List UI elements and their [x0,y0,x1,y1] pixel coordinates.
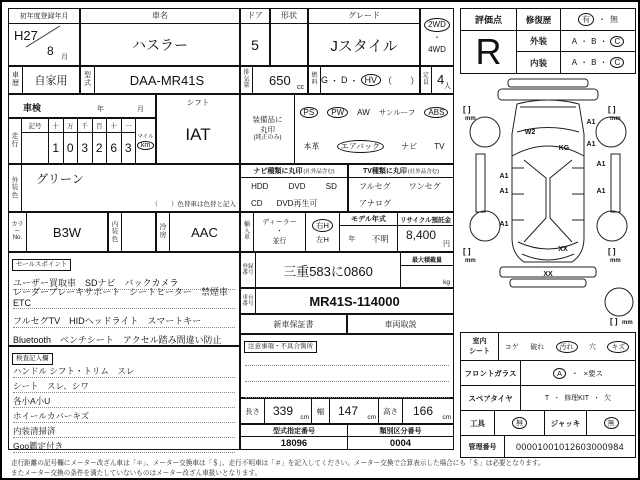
spare-missing: 欠 [604,395,612,402]
tread-bracket: [ ] [463,105,471,114]
repair-history-value [561,9,635,31]
type-number-row [240,424,454,450]
sales-point-line: Bluetooth ベンチシート アクセル踏み間違い防止 [13,328,235,347]
color-no-label-1: カラー [11,221,24,235]
wheel-rear-right [597,211,627,241]
usage-history-label: 車歴 [9,67,23,93]
type-designation-value: 18096 [280,437,308,449]
fuel-label: 燃料 [309,67,321,93]
mm-unit: mm [465,116,476,122]
seat-row [461,333,635,361]
height-label: 高さ [379,399,403,423]
mileage-cell [8,118,156,164]
import-cell [240,212,454,252]
tv-type-header-sub: (社外品含む) [407,169,440,175]
tread-bracket: [ ] [463,247,471,256]
width-unit: cm [367,414,376,421]
repair-no: 無 [610,15,618,24]
dimensions-row [240,398,454,424]
fuel-gasoline: G [321,75,329,85]
first-registration-value [9,24,79,66]
inspection-note-box [8,346,240,450]
digit-header: 十 [49,119,63,133]
navi-sd: SD [325,182,337,191]
digit-header: 十 [107,119,121,133]
seat-hole: 穴 [588,343,596,351]
drive-type-cell [420,8,454,66]
body-color-label: 外装色 [9,165,22,211]
car-name-label: 車名 [81,9,239,24]
mark-a1: A1 [586,141,596,148]
equip-leather: 本革 [303,141,320,151]
fuel-dot1: ・ [330,75,340,86]
shaken-label: 車検 [23,103,42,113]
repair-dot: ・ [598,15,606,24]
management-number-row [461,436,635,457]
width-label: 幅 [312,399,330,423]
int-a: A [571,58,578,67]
capacity-label: 定員 [421,67,432,93]
class-number-label: 類別区分番号 [348,425,453,437]
new-car-warranty-cell: 新車保証書 [240,314,347,334]
windshield-a: A [553,368,566,379]
exterior-grade-label: 外装 [517,31,561,52]
tv-type-header: TV種類に丸印 [362,168,407,175]
navi-type-cell [240,164,348,212]
windshield-dot: ・ [571,368,579,378]
ext-dot2: ・ [599,36,608,46]
import-label: 輸入車 [241,213,254,251]
door-value: 5 [251,37,259,53]
seat-label-2: シート [469,347,490,355]
model-code-label: 型式 [81,67,95,93]
side-sill-left [476,154,485,212]
import-parallel: 並行 [272,237,287,245]
floor-line-right [550,160,572,242]
door-lines [512,168,584,220]
int-dot2: ・ [599,58,608,67]
grade-label: グレード [309,9,419,24]
rating-score-label: 評価点 [461,9,517,31]
tv-analog: アナログ [359,198,391,208]
interior-color-cell [108,212,156,252]
mileage-digit: 6 [110,141,118,155]
aircon-label: 冷房 [157,213,170,251]
footer-note-line-2: またメーター交換の条件を満たしていないものはメーター改ざん車扱いとなります。 [11,469,262,477]
recycle-value: 8,400 [406,228,437,242]
shaken-cell [8,94,156,118]
sales-point-box [8,252,240,346]
equip-sunroof: サンルーフ [378,107,416,117]
fuel-cell [308,66,420,94]
mileage-symbol-header: 記号 [22,119,48,133]
wheel-rear-left [470,211,500,241]
fuel-hybrid: HV [361,74,382,86]
equip-pw: PW [327,107,348,118]
sales-point-line: フルセグTV HIDヘッドライト スマートキー [13,309,235,328]
equip-abs: ABS [424,107,448,118]
ext-a: A [571,36,578,46]
caution-box [240,334,454,398]
seat-tear: 破れ [530,343,545,351]
interior-color-value [122,213,155,251]
tools-value: 無 [512,417,527,429]
navi-type-header-sub: (社外品含む) [303,169,335,175]
repair-history-label: 修復歴 [517,9,561,31]
shift-label: シフト [186,97,210,107]
model-year-unit: 年 [348,235,356,243]
shape-label: 形状 [271,9,307,24]
equip-ps: PS [300,107,319,118]
displacement-unit: cc [297,84,304,91]
mark-windshield-kg: KG [558,145,570,152]
width-value: 147 [338,404,359,418]
model-code-cell [80,66,240,94]
interior-grade-label: 内装 [517,52,561,73]
first-registration-cell [8,8,80,66]
seat-label-1: 室内 [472,338,487,346]
grade-cell [308,8,420,66]
digit-header: 万 [64,119,78,133]
model-year-label: モデル年式 [340,213,397,226]
chassis-number-label: 車台番号 [241,289,256,313]
capacity-unit: 人 [444,83,451,90]
height-unit: cm [442,414,451,421]
displacement-label: 排気量 [241,67,253,93]
jack-value: 無 [604,417,619,429]
condition-table [460,332,636,458]
interior-grade-value [561,52,635,73]
navi-type-header: ナビ種類に丸印 [253,168,303,175]
equipment-label-2: 丸印 [260,125,275,135]
inspection-line: ハンドル シフト・トリム スレ [13,365,235,378]
displacement-cell [240,66,308,94]
mark-a1: A1 [499,188,509,195]
mm-unit: mm [622,320,633,326]
drive-separator: ・ [433,33,441,42]
ext-c: C [610,36,624,47]
aircon-value: AAC [191,224,218,240]
chassis-number-cell [240,288,454,314]
mileage-digit: 0 [66,141,74,155]
shape-cell [270,8,308,66]
mark-a1: A1 [596,188,606,195]
body-color-value: グリーン [36,172,84,186]
caution-line [245,382,449,398]
footer-note-line-1: 走行距離の記号欄にメーター改ざん車は「＊」、メーター交換車は「＄」、走行不明車は「＃」を記入してください。メーター交換で合算表示した場合にも「＄」は必要となります。 [11,460,545,467]
model-year-value: 不明 [371,233,389,244]
max-load-label: 最大積載量 [401,253,453,266]
rating-panel [460,8,636,74]
ext-b: B [591,36,597,46]
caution-line [245,353,449,366]
ext-dot1: ・ [580,36,589,46]
car-body-outline [512,100,584,262]
door-cell [240,8,270,66]
color-no-value: B3W [52,224,82,240]
inspection-note-title: 検査記入欄 [12,353,53,365]
grade-value: Jスタイル [330,37,398,55]
exterior-grade-value [561,31,635,52]
mark-a1: A1 [499,173,509,180]
equip-navi: ナビ [401,141,418,151]
drive-2wd: 2WD [424,18,450,32]
footer-notes [11,459,635,478]
import-dealer: ディーラー [262,219,297,227]
tools-label: 工具 [461,411,495,435]
color-no-label-2: No. [12,235,23,242]
color-no-cell [8,212,108,252]
digit-header: 一 [122,119,136,133]
handle-left: 左H [316,235,329,244]
tv-type-cell [348,164,454,212]
registration-number-value: 三重583に0860 [256,253,401,287]
equipment-cell [240,94,454,164]
tread-bracket: [ ] [608,105,616,114]
inspection-line: シート スレ、シワ [13,378,235,393]
windshield-row [461,361,635,386]
body-color-note: （ ）色替車は色替と記入 [151,201,236,208]
mm-unit: mm [610,258,621,264]
car-name-value: ハスラー [132,37,188,53]
equip-tv: TV [434,141,445,151]
equipment-label-1: 装備品に [252,115,283,125]
drive-4wd: 4WD [428,45,446,54]
inspection-line: 各小A小U [13,393,235,408]
spare-tire [605,288,633,316]
handle-right: 右H [312,219,333,232]
class-number-value: 0004 [389,437,412,449]
sales-point-line: ユーザー買取車 SDナビ バックカメラ [13,272,235,290]
seat-stain: 汚れ [556,341,578,353]
navi-cd: CD [251,198,263,208]
spare-repair-kit: 修理KIT [564,395,590,402]
capacity-cell [420,66,454,94]
registration-number-cell [240,252,454,288]
int-dot1: ・ [580,58,589,67]
mileage-digit: 1 [52,141,60,155]
mile-label: マイル [137,134,154,140]
tv-fullseg: フルセグ [359,182,391,191]
mark-hood-w2: W2 [524,129,536,136]
fuel-diesel: D [341,75,348,85]
inspection-line: ホイールカバーキズ [13,408,235,423]
max-load-unit: kg [443,279,450,286]
height-value: 166 [413,404,434,418]
car-name-cell [80,8,240,66]
sales-point-title: セールスポイント [12,259,71,271]
management-number-value: 00001001012603000984 [515,441,625,452]
front-bumper [498,89,598,100]
door-label: ドア [241,9,269,24]
seat-burn: コゲ [504,343,519,351]
vehicle-manual-cell: 車両取説 [347,314,454,334]
floor-line-left [524,160,546,242]
equip-airbag: エアバック [337,140,384,153]
spare-tire-row [461,386,635,411]
mark-a1: A1 [586,119,596,126]
usage-history-cell [8,66,80,94]
side-sill-right [611,154,620,212]
mm-unit: mm [465,258,476,264]
mark-xx: XX [543,271,553,278]
windshield-bottom [512,146,584,156]
sales-point-line: レーダーブレーキサポート シートヒーター 禁煙車 ETC [13,287,237,308]
mileage-digit: 2 [95,141,103,155]
navi-dvd-play: DVD再生可 [276,198,318,208]
length-unit: cm [300,414,309,421]
model-code-value: DAA-MR41S [129,72,205,88]
jack-label: ジャッキ [545,411,587,435]
body-color-cell [8,164,240,212]
reg-month-unit: 月 [61,54,68,61]
tools-row [461,411,635,436]
mark-a1: A1 [596,161,606,168]
recycle-unit: 円 [443,241,450,248]
caution-title: 注意事項・不具合箇所 [244,341,317,353]
mileage-digit: 3 [124,141,132,155]
navi-dvd: DVD [288,182,306,191]
mark-a1: A1 [499,221,509,228]
fuel-paren: （ ） [383,75,420,86]
mark-xx: XX [558,246,568,253]
caution-line [245,366,449,382]
tread-bracket: [ ] [608,247,616,256]
chassis-number-value: MR41S-114000 [309,293,400,309]
rear-window-bottom [522,254,574,260]
digit-header: 百 [93,119,107,133]
usage-history-value: 自家用 [34,75,68,87]
tread-bracket: [ ] [610,317,618,326]
shape-value [271,24,307,66]
import-dealer-sep: ・ [276,228,283,236]
mileage-digit: 3 [81,141,89,155]
car-damage-diagram [460,76,636,326]
spare-tire-label: スペアタイヤ [461,386,521,410]
repair-yes: 有 [578,13,594,26]
mm-unit: mm [610,116,621,122]
interior-color-label: 内装色 [109,213,122,251]
spare-dot1: ・ [553,395,561,402]
int-c: C [610,57,624,68]
equipment-label-3: (純正のみ) [253,134,282,141]
registration-number-label: 登録番号 [241,253,256,287]
reg-year: H27 [14,28,38,43]
reg-month: 8 [47,44,54,58]
mileage-symbol-value [22,133,48,163]
fuel-dot2: ・ [349,75,359,86]
shift-value: IAT [185,125,211,144]
spare-t: T [544,394,550,402]
seat-scratch: キズ [607,341,629,353]
shaken-month-unit: 月 [137,106,144,113]
management-number-label: 管理番号 [461,436,505,457]
tv-oneseg: ワンセグ [408,182,441,191]
type-designation-label: 型式指定番号 [241,425,347,437]
equip-aw: AW [357,107,370,117]
shaken-year-unit: 年 [97,106,104,113]
length-label: 長さ [241,399,265,423]
spare-dot2: ・ [593,395,601,402]
first-registration-label: 初年度登録年月 [9,9,79,24]
length-value: 339 [273,404,294,418]
mileage-label: 走行 [9,119,22,163]
aircon-cell [156,212,240,252]
windshield-label: フロントガラス [461,361,521,385]
rating-score-value: R [461,31,517,73]
front-bumper-top [508,79,588,87]
navi-hdd: HDD [251,182,269,191]
capacity-value: 4 [437,72,445,87]
km-unit: km [137,141,154,150]
rear-bumper-bottom [510,279,586,287]
int-b: B [591,58,597,67]
inspection-line: 内装清掃済 [13,423,235,438]
digit-header: 千 [78,119,92,133]
shift-cell [156,94,240,164]
inspection-line: Goo鑑定付き [13,438,235,453]
displacement-value: 650 [269,73,291,88]
recycle-label: リサイクル預託金 [398,213,453,226]
rear-window-top [518,242,578,249]
windshield-x: ×要ス [583,368,603,378]
